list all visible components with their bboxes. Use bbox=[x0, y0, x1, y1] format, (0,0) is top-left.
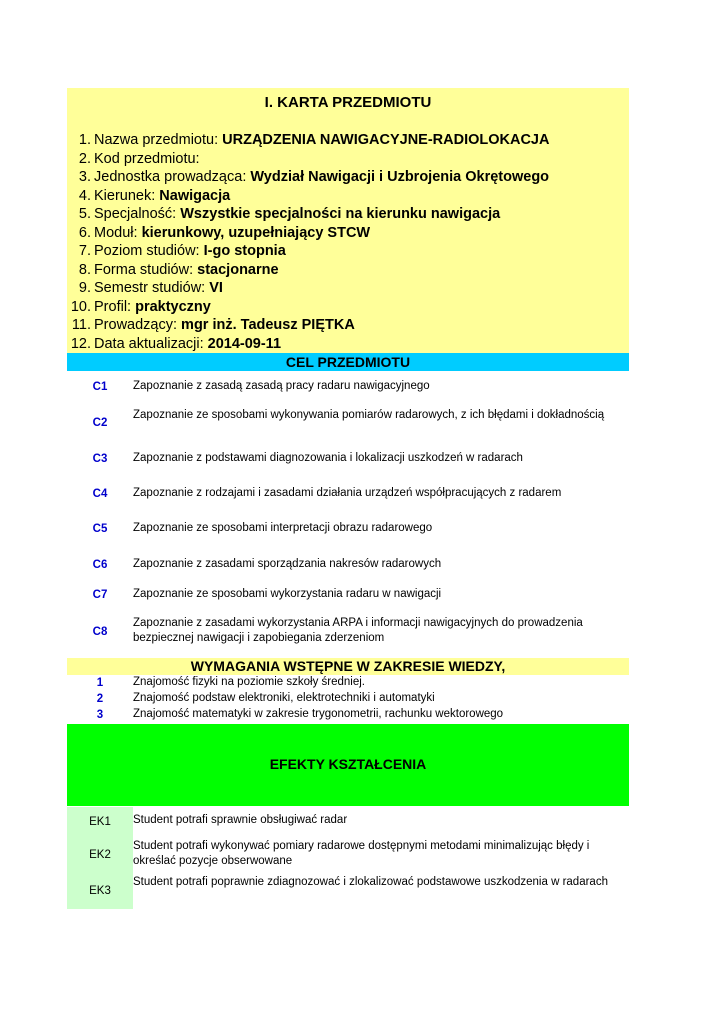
info-label: Semestr studiów: bbox=[94, 280, 210, 296]
info-label: Jednostka prowadząca: bbox=[94, 169, 251, 185]
info-row bbox=[67, 205, 629, 224]
info-row bbox=[67, 224, 629, 243]
info-number: 5. bbox=[78, 206, 91, 222]
info-row bbox=[67, 242, 629, 261]
info-value: I-go stopnia bbox=[203, 243, 286, 259]
goal-code: C5 bbox=[92, 523, 108, 535]
info-label: Kod przedmiotu: bbox=[94, 150, 200, 167]
goal-text: Zapoznanie z zasadą zasadą pracy radaru nawigacyjnego bbox=[133, 380, 430, 392]
info-label: Poziom studiów: bbox=[94, 243, 204, 259]
info-row bbox=[67, 131, 629, 150]
info-row bbox=[67, 150, 629, 169]
info-value: URZĄDZENIA NAWIGACYJNE-RADIOLOKACJA bbox=[222, 132, 550, 148]
goal-code: C4 bbox=[92, 488, 108, 500]
goal-code: C1 bbox=[92, 381, 108, 393]
info-number: 7. bbox=[78, 243, 91, 259]
goal-text: Zapoznanie z zasadami wykorzystania ARPA i informacji nawigacyjnych do prowadzenia bezpiecznej nawigacji i zapobiegania zderzeniom bbox=[133, 617, 583, 644]
requirement-code: 1 bbox=[96, 677, 104, 689]
info-row bbox=[67, 316, 629, 335]
requirement-text: Znajomość matematyki w zakresie trygonometrii, rachunku wektorowego bbox=[133, 708, 504, 720]
info-label: Prowadzący: bbox=[94, 317, 182, 333]
info-row bbox=[67, 335, 629, 354]
goal-code: C2 bbox=[92, 417, 108, 429]
course-info-list bbox=[67, 131, 629, 353]
info-label: Data aktualizacji: bbox=[94, 335, 208, 352]
info-value: praktyczny bbox=[135, 298, 211, 315]
info-number: 4. bbox=[78, 187, 91, 204]
requirement-code: 2 bbox=[96, 693, 104, 705]
info-value: Wydział Nawigacji i Uzbrojenia Okrętowego bbox=[250, 169, 550, 185]
info-number: 6. bbox=[78, 224, 91, 241]
info-number: 2. bbox=[78, 150, 91, 167]
goal-text: Zapoznanie z zasadami sporządzania nakresów radarowych bbox=[133, 558, 442, 570]
info-label: Specjalność: bbox=[94, 206, 181, 222]
goal-text: Zapoznanie ze sposobami wykorzystania radaru w nawigacji bbox=[133, 588, 442, 600]
info-label: Profil: bbox=[94, 298, 136, 315]
info-label: Moduł: bbox=[94, 224, 142, 241]
info-row bbox=[67, 261, 629, 280]
requirements-header: WYMAGANIA WSTĘPNE W ZAKRESIE WIEDZY, bbox=[67, 658, 629, 675]
goals-header: CEL PRZEDMIOTU bbox=[67, 353, 629, 371]
info-number: 9. bbox=[78, 280, 91, 296]
info-number: 10. bbox=[70, 298, 91, 315]
goal-code: C7 bbox=[92, 589, 108, 601]
info-number: 12. bbox=[70, 335, 91, 352]
info-row bbox=[67, 168, 629, 187]
info-row bbox=[67, 298, 629, 317]
goal-text: Zapoznanie z podstawami diagnozowania i lokalizacji uszkodzeń w radarach bbox=[133, 452, 523, 464]
info-label: Forma studiów: bbox=[94, 261, 198, 278]
info-label: Kierunek: bbox=[94, 187, 160, 204]
outcome-code: EK3 bbox=[67, 873, 133, 909]
info-number: 1. bbox=[78, 132, 91, 148]
outcome-text: Student potrafi poprawnie zdiagnozować i zlokalizować podstawowe uszkodzenia w radarach bbox=[133, 876, 608, 888]
info-value: 2014-09-11 bbox=[207, 335, 282, 352]
info-value: stacjonarne bbox=[197, 261, 279, 278]
requirement-text: Znajomość fizyki na poziomie szkoły średniej. bbox=[133, 676, 366, 688]
info-value: VI bbox=[209, 280, 223, 296]
info-value: mgr inż. Tadeusz PIĘTKA bbox=[181, 317, 355, 333]
info-label: Nazwa przedmiotu: bbox=[94, 132, 223, 148]
goal-code: C8 bbox=[92, 626, 108, 638]
goal-code: C6 bbox=[92, 559, 108, 571]
info-number: 3. bbox=[78, 169, 91, 185]
requirement-code: 3 bbox=[96, 709, 104, 721]
info-number: 11. bbox=[71, 317, 91, 333]
goal-text: Zapoznanie ze sposobami interpretacji obrazu radarowego bbox=[133, 522, 433, 534]
info-value: Wszystkie specjalności na kierunku nawigacja bbox=[180, 206, 501, 222]
outcomes-header: EFEKTY KSZTAŁCENIA bbox=[269, 756, 427, 772]
info-value: Nawigacja bbox=[159, 187, 231, 204]
course-card-title: I. KARTA PRZEDMIOTU bbox=[264, 94, 432, 111]
info-row bbox=[67, 187, 629, 206]
outcome-code: EK1 bbox=[67, 807, 133, 837]
goal-text: Zapoznanie ze sposobami wykonywania pomiarów radarowych, z ich błędami i dokładnością bbox=[133, 409, 605, 421]
outcome-text: Student potrafi wykonywać pomiary radarowe dostępnymi metodami minimalizując błędy i określać pozycje obserwowane bbox=[133, 840, 590, 867]
goal-text: Zapoznanie z rodzajami i zasadami działania urządzeń współpracujących z radarem bbox=[133, 487, 562, 499]
goal-code: C3 bbox=[92, 453, 108, 465]
outcome-text: Student potrafi sprawnie obsługiwać radar bbox=[133, 814, 348, 826]
outcome-code: EK2 bbox=[67, 837, 133, 873]
info-number: 8. bbox=[78, 261, 91, 278]
requirement-text: Znajomość podstaw elektroniki, elektrotechniki i automatyki bbox=[133, 692, 435, 704]
info-row bbox=[67, 279, 629, 298]
info-value: kierunkowy, uzupełniający STCW bbox=[141, 224, 371, 241]
